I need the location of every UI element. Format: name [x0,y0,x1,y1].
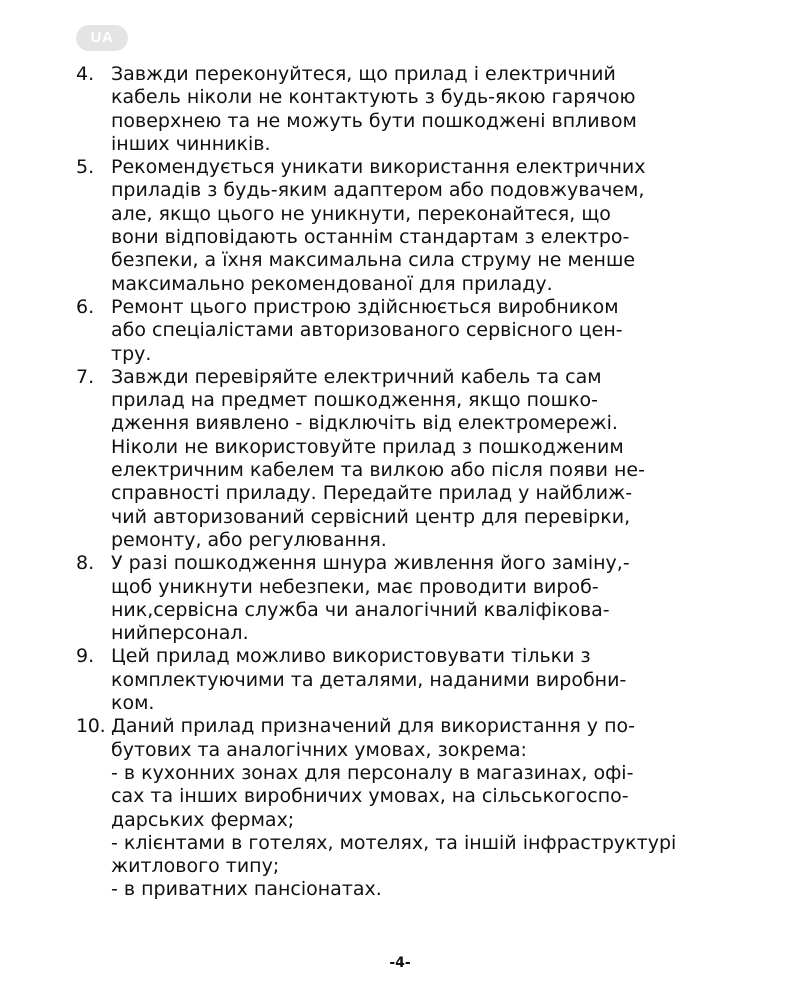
list-item-4 [76,63,736,156]
item-line: максимально рекомендованої для приладу. [111,272,553,295]
language-badge: UA [76,25,128,51]
list-item-10 [76,715,736,901]
item-line: вони відповідають останнім стандартам з електро- [111,226,630,249]
item-number: 5. [76,156,95,179]
item-line: Завжди переконуйтеся, що прилад і електричний [111,63,616,85]
item-line: справності приладу. Передайте прилад у найближ- [111,482,633,505]
item-line: - в кухонних зонах для персоналу в магазинах, офі- [111,761,634,784]
item-line: Ремонт цього пристрою здійснюється виробником [111,295,619,318]
item-number: 6. [76,295,95,318]
item-line: - клієнтами в готелях, мотелях, та іншій інфраструктурі [111,831,677,854]
item-number: 8. [76,552,95,575]
item-line: Ніколи не використовуйте прилад з пошкодженим [111,435,624,458]
item-line: інших чинників. [111,132,271,155]
item-line: нийперсонал. [111,622,249,645]
item-line: житлового типу; [111,855,280,878]
page-number: -4- [389,955,411,971]
item-line: чий авторизований сервісний центр для перевірки, [111,505,631,528]
item-line: тру. [111,342,152,365]
item-line: Завжди перевіряйте електричний кабель та сам [111,365,602,388]
item-line: Даний прилад призначений для використання у по- [111,715,635,738]
list-item-8 [76,552,736,645]
item-line: ремонту, або регулювання. [111,528,387,551]
item-line: У разі пошкодження шнура живлення його заміну,- [111,552,630,575]
item-number: 7. [76,365,95,388]
list-item-7 [76,366,736,552]
item-line: щоб уникнути небезпеки, має проводити вироб- [111,575,599,598]
item-line: дарських фермах; [111,808,295,831]
list-item-6 [76,296,736,366]
item-line: поверхнею та не можуть бути пошкоджені впливом [111,109,637,132]
item-line: електричним кабелем та вилкою або після появи не- [111,459,645,482]
item-line: Рекомендується уникати використання електричних [111,156,646,179]
item-line: безпеки, а їхня максимальна сила струму не менше [111,249,636,272]
item-line: бутових та аналогічних умовах, зокрема: [111,738,527,761]
item-number: 4. [76,63,95,85]
item-line: сах та інших виробничих умовах, на сільськогоспо- [111,785,629,808]
list-item-9 [76,645,736,715]
item-line: комплектуючими та деталями, наданими виробни- [111,668,627,691]
item-line: - в приватних пансіонатах. [111,878,382,901]
list-item-5 [76,156,736,296]
item-line: але, якщо цього не уникнути, переконайтеся, що [111,202,611,225]
item-line: приладів з будь-яким адаптером або подовжувачем, [111,179,645,202]
item-line: кабель ніколи не контактують з будь-якою гарячою [111,86,636,109]
item-number: 9. [76,645,95,668]
item-line: ком. [111,692,155,715]
item-line: Цей прилад можливо використовувати тільки з [111,645,591,668]
instructions-list [76,63,736,902]
item-line: ник,сервісна служба чи аналогічний кваліфікова- [111,598,610,621]
item-line: або спеціалістами авторизованого сервісного цен- [111,319,623,342]
item-line: прилад на предмет пошкодження, якщо пошко- [111,389,599,412]
item-line: дження виявлено - відключіть від електромережі. [111,412,618,435]
item-number: 10. [76,715,106,738]
